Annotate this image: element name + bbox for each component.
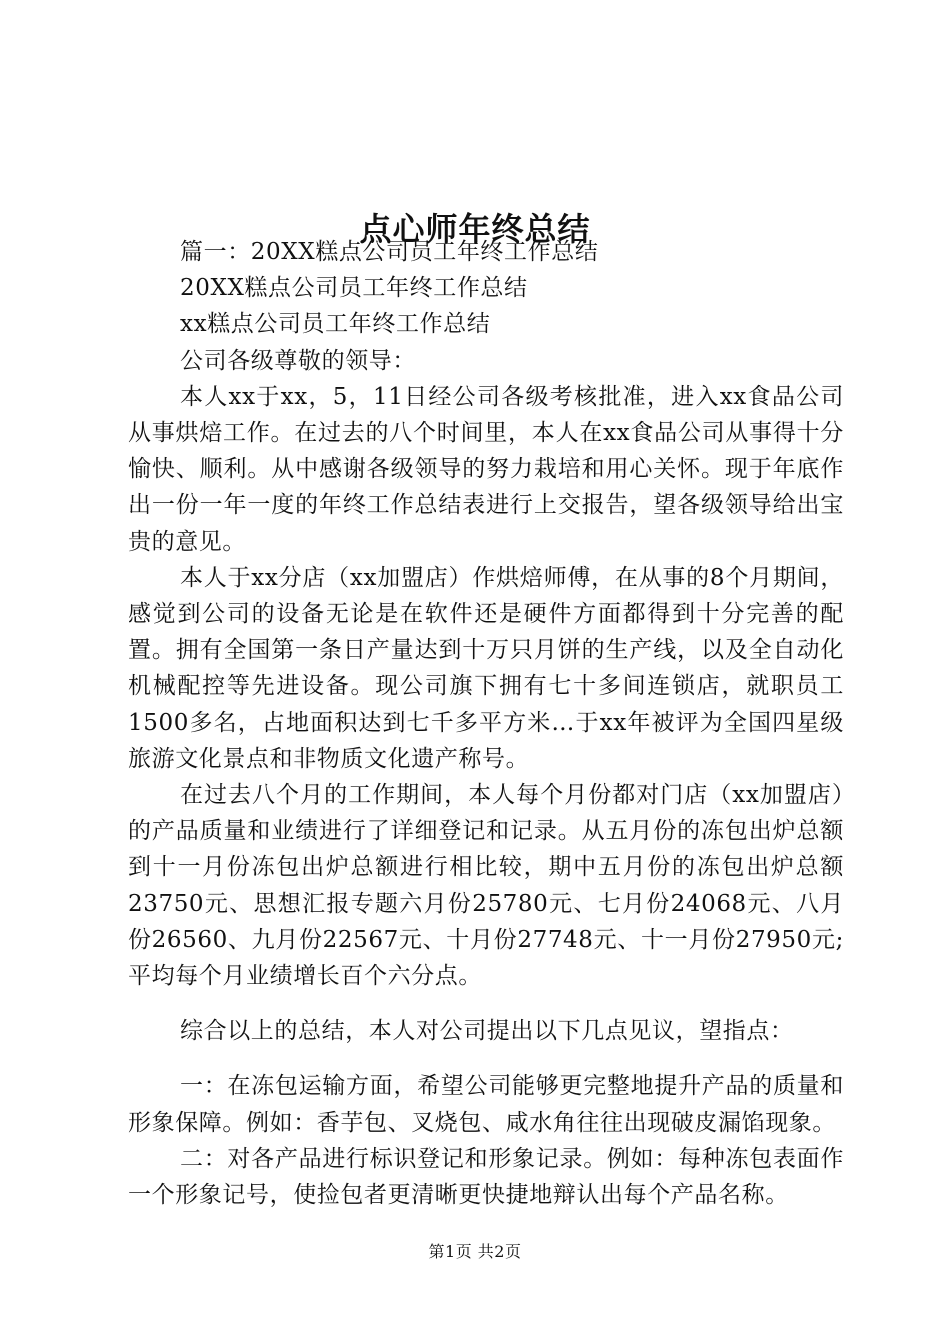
document-title: 点心师年终总结 [359, 210, 591, 249]
subtitle-line: 20XX糕点公司员工年终工作总结 [180, 275, 528, 302]
body-paragraph: 综合以上的总结，本人对公司提出以下几点见议，望指点： [180, 1018, 794, 1045]
body-paragraph: 本人xx于xx，5，11日经公司各级考核批准，进入xx食品公司从事烘焙工作。在过去的八个时间里，本人在xx食品公司从事得十分愉快、顺利。从中感谢各级领导的努力栽培和用心关怀。现于年底作出一份一年一度的年终工作总结表进行上交报告，望各级领导给出宝贵的意见。 [128, 383, 844, 555]
body-paragraph: 在过去八个月的工作期间，本人每个月份都对门店（xx加盟店）的产品质量和业绩进行了详细登记和记录。从五月份的冻包出炉总额到十一月份冻包出炉总额进行相比较，期中五月份的冻包出炉总额23750元、思想汇报专题六月份25780元、七月份24068元、八月份26560、九月份22567元、十月份27748元、十一月份27950元;平均每个月业绩增长百个六分点。 [128, 782, 844, 990]
body-paragraph: 本人于xx分店（xx加盟店）作烘焙师傅，在从事的8个月期间，感觉到公司的设备无论是在软件还是硬件方面都得到十分完善的配置。拥有全国第一条日产量达到十万只月饼的生产线，以及全自动化机械配控等先进设备。现公司旗下拥有七十多间连锁店，就职员工1500多名，占地面积达到七千多平方米…于xx年被评为全国四星级旅游文化景点和非物质文化遗产称号。 [128, 564, 844, 772]
section-heading: 篇一：20XX糕点公司员工年终工作总结 [180, 239, 599, 265]
suggestion-item: 一：在冻包运输方面，希望公司能够更完整地提升产品的质量和形象保障。例如：香芋包、叉烧包、咸水角往往出现破皮漏馅现象。 [128, 1073, 844, 1136]
page-number: 第1页 共2页 [428, 1242, 522, 1261]
suggestion-item: 二：对各产品进行标识登记和形象记录。例如：每种冻包表面作一个形象记号，使捡包者更清晰更快捷地辩认出每个产品名称。 [128, 1145, 844, 1209]
subtitle-line: xx糕点公司员工年终工作总结 [180, 311, 491, 338]
document-body [128, 234, 844, 1213]
salutation: 公司各级尊敬的领导： [180, 347, 416, 374]
